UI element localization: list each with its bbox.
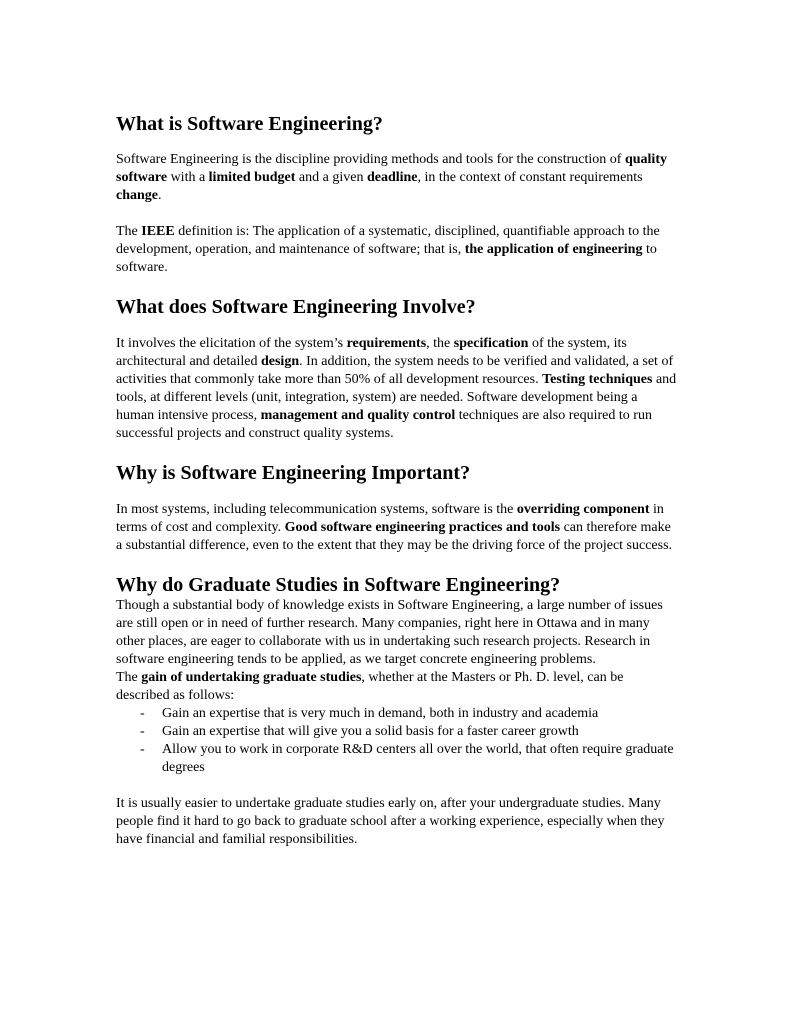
bullet-dash: - (140, 724, 145, 739)
paragraph-ieee-definition: The IEEE definition is: The application of a systematic, disciplined, quantifiable approach to the development, operation, and maintenance of software; that is, the application of engineering to software. (116, 224, 660, 275)
heading-why-se-important: Why is Software Engineering Important? (116, 462, 471, 484)
heading-what-is-se: What is Software Engineering? (116, 113, 383, 135)
list-item: - Allow you to work in corporate R&D centers all over the world, that often require graduate degrees (140, 742, 674, 775)
paragraph-timing-advice: It is usually easier to undertake graduate studies early on, after your undergraduate studies. Many people find it hard to go back to graduate school after a working experience, especially when they have financial and familial responsibilities. (116, 796, 665, 847)
list-item: - Gain an expertise that is very much in demand, both in industry and academia (140, 706, 599, 721)
paragraph-gain-of-graduate-studies: The gain of undertaking graduate studies, whether at the Masters or Ph. D. level, can be described as follows: (116, 670, 624, 703)
paragraph-se-definition: Software Engineering is the discipline providing methods and tools for the construction of quality software with a limited budget and a given deadline, in the context of constant requirements change. (116, 152, 667, 203)
paragraph-se-involves: It involves the elicitation of the system’s requirements, the specification of the system, its architectural and detailed design. In addition, the system needs to be verified and validated, a set of activities that commonly take more than 50% of all development resources. Testing techniques and tools, at different levels (unit, integration, system) are needed. Software development being a human intensive process, management and quality control techniques are also required to run successful projects and construct quality systems. (116, 336, 677, 441)
bullet-dash: - (140, 706, 145, 721)
list-item: - Gain an expertise that will give you a solid basis for a faster career growth (140, 724, 579, 739)
document-body (116, 112, 678, 849)
heading-why-graduate-studies: Why do Graduate Studies in Software Engineering? (116, 574, 561, 596)
bullet-dash: - (140, 742, 145, 757)
paragraph-se-importance: In most systems, including telecommunication systems, software is the overriding component in terms of cost and complexity. Good software engineering practices and tools can therefore make a substantial difference, even to the extent that they may be the driving force of the project success. (116, 502, 673, 553)
paragraph-research-context: Though a substantial body of knowledge exists in Software Engineering, a large number of issues are still open or in need of further research. Many companies, right here in Ottawa and in many other places, are eager to collaborate with us in undertaking such research projects. Research in software engineering tends to be applied, as we target concrete engineering problems. (116, 598, 663, 667)
heading-what-does-se-involve: What does Software Engineering Involve? (116, 296, 476, 318)
benefits-list (116, 705, 678, 777)
